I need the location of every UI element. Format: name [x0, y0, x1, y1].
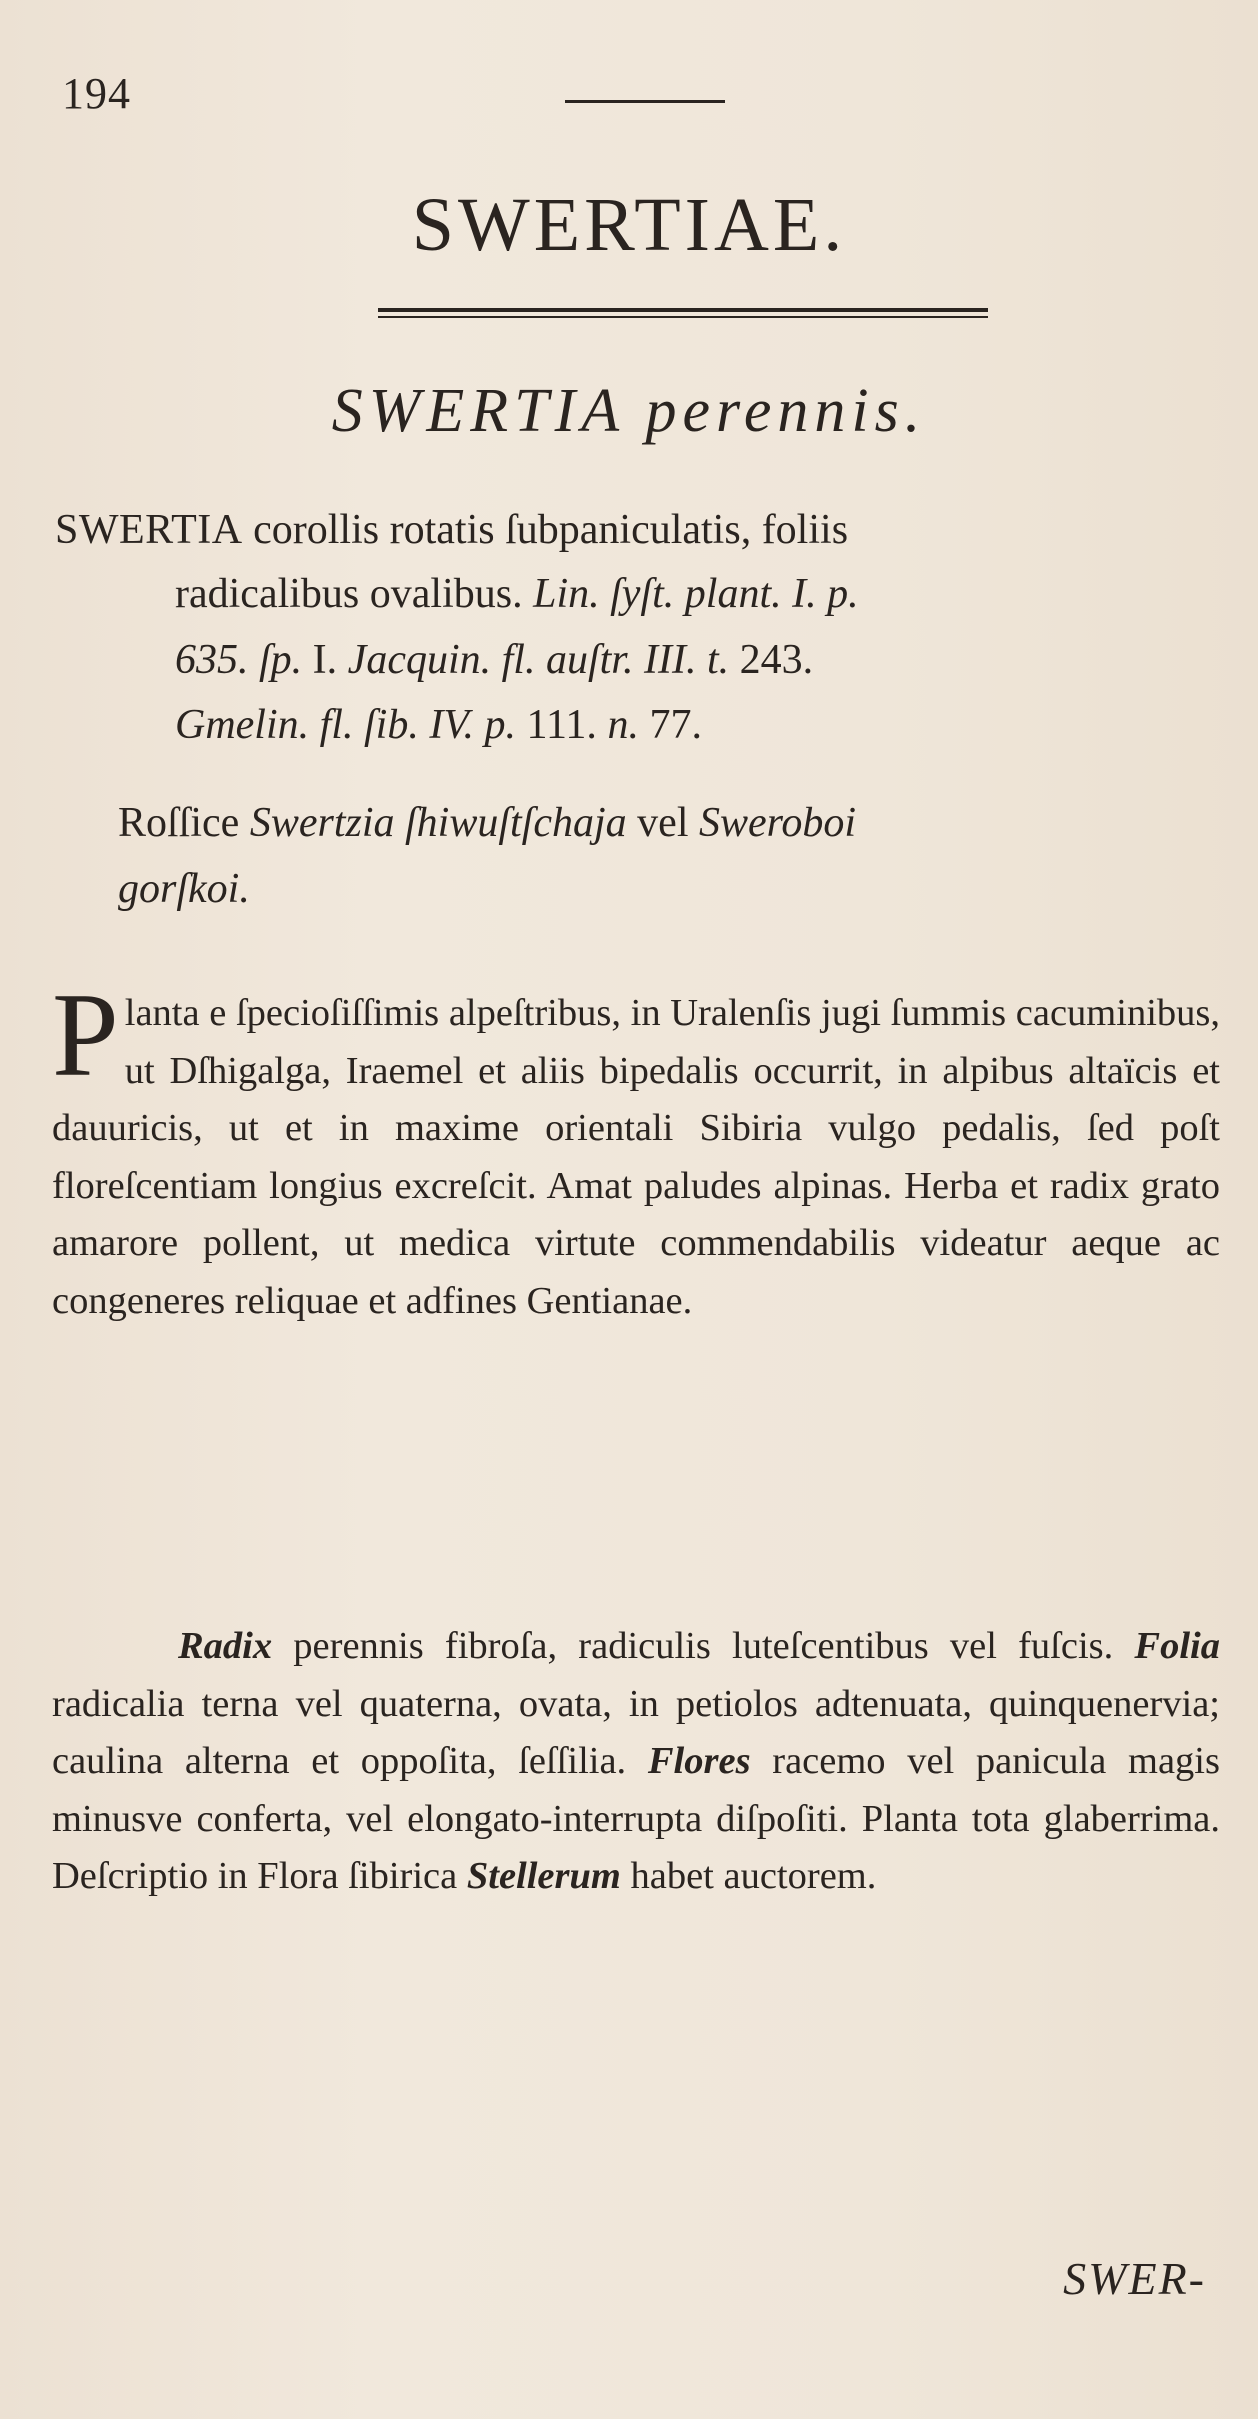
species-heading: SWERTIA perennis.	[331, 377, 927, 445]
drop-cap: P	[52, 968, 119, 1101]
diagnosis-line-3: 635. ſp. I. Jacquin. fl. auſtr. III. t. 243.	[175, 637, 814, 683]
diagnosis-line-1: SWERTIA corollis rotatis ſubpaniculatis, foliis	[55, 507, 849, 553]
page-number: 194	[62, 69, 131, 118]
section-title: SWERTIAE.	[411, 183, 847, 267]
diagnosis-line-2: radicalibus ovalibus. Lin. ſyſt. plant. I. p.	[175, 571, 859, 617]
vernacular-names: Roſſice Swertzia ſhiwuſtſchaja vel Sweroboi gorſkoi.	[118, 800, 857, 912]
paragraph-description: Planta e ſpecioſiſſimis alpeſtribus, in Uralenſis jugi ſummis cacuminibus, ut Dſhigalga, Iraemel et aliis bipedalis occurrit, in alpibus altaïcis et dauuricis, ut et in maxime orientali Sibiria vulgo pedalis, ſed poſt floreſcentiam longius excreſcit. Amat paludes alpinas. Herba et radix grato amarore pollent, ut medica virtute commendabilis videatur aeque ac congeneres reliquae et adfines Gentianae.	[52, 968, 1220, 1322]
title-double-rule	[378, 308, 988, 318]
genus-name: SWERTIA	[55, 507, 243, 553]
diagnosis-line-4: Gmelin. fl. ſib. IV. p. 111. n. 77.	[175, 702, 702, 748]
header-rule	[565, 100, 725, 103]
paragraph-morphology: Radix perennis fibroſa, radiculis luteſcentibus vel fuſcis. Folia radicalia terna vel quaterna, ovata, in petiolos adtenuata, quinquenervia; caulina alterna et oppoſita, ſeſſilia. Flores racemo vel panicula magis minusve conferta, vel elongato-interrupta diſpoſiti. Planta tota glaberrima. Deſcriptio in Flora ſibirica Stellerum habet auctorem.	[52, 1625, 1220, 1897]
catchword: SWER-	[1063, 2253, 1206, 2304]
